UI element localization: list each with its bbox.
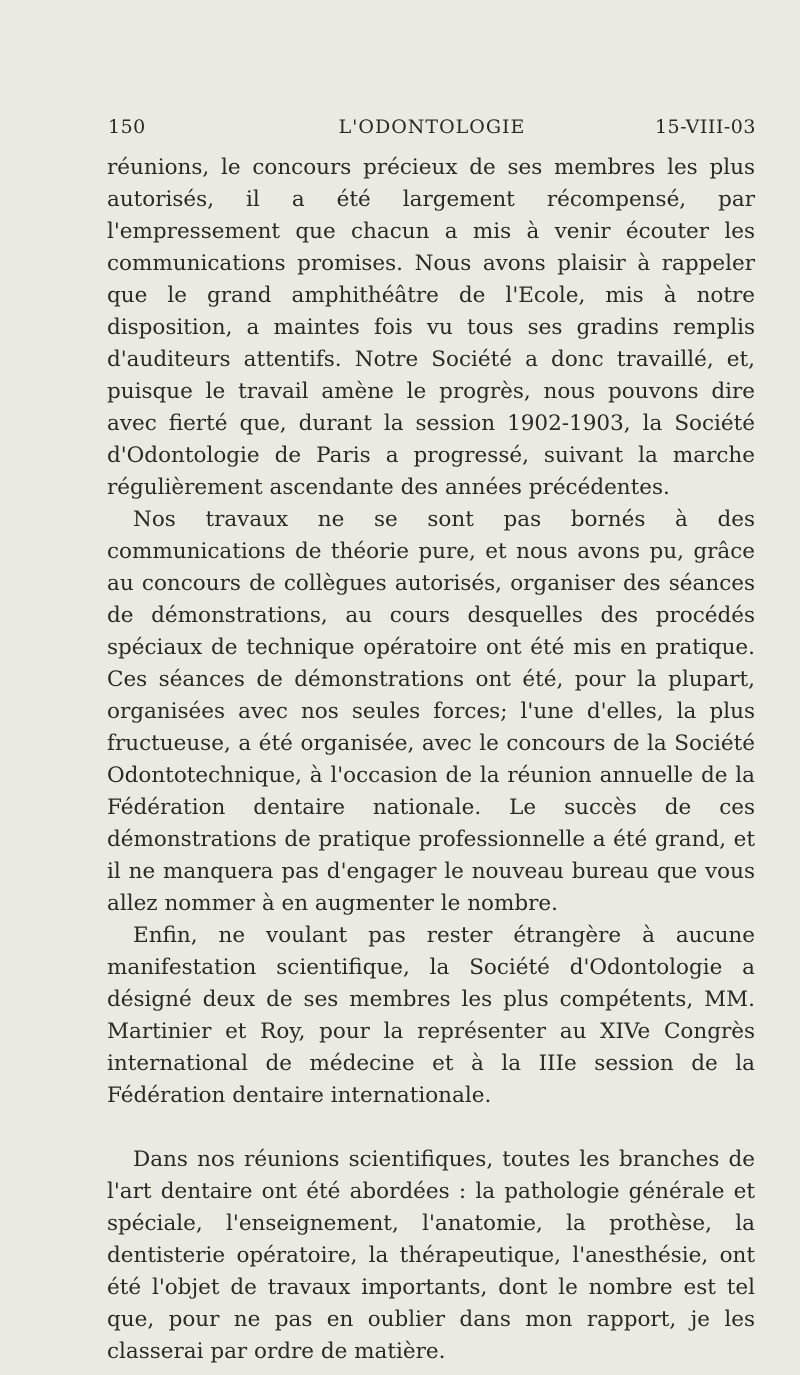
paragraph-2: Nos travaux ne se sont pas bornés à des communications de théorie pure, et nous avons pu, grâce au concours de collègues autorisés, organiser des séances de démonstrations, au cours desquelles des procédés spéciaux de technique opératoire ont été mis en pratique. Ces séances de démonstrations ont été, pour la plupart, organisées avec nos seules forces; l'une d'elles, la plus fructueuse, a été organisée, avec le concours de la Société Odontotechnique, à l'occasion de la réunion annuelle de la Fédération dentaire nationale. Le succès de ces démonstrations de pratique professionnelle a été grand, et il ne manquera pas d'engager le nouveau bureau que vous allez nommer à en augmenter le nombre. xyxy=(107,507,755,916)
running-header xyxy=(108,116,756,146)
running-title: L'ODONTOLOGIE xyxy=(338,116,526,138)
page-number: 150 xyxy=(108,116,146,138)
paragraph-4: Dans nos réunions scientifiques, toutes les branches de l'art dentaire ont été abordées : la pathologie générale et spéciale, l'enseignement, l'anatomie, la prothèse, la dentisterie opératoire, la thérapeutique, l'anesthésie, ont été l'objet de travaux importants, dont le nombre est tel que, pour ne pas en oublier dans mon rapport, je les classerai par ordre de matière. xyxy=(107,1147,755,1364)
paragraph-3: Enfin, ne voulant pas rester étrangère à aucune manifestation scientifique, la Société d'Odontologie a désigné deux de ses membres les plus compétents, MM. Martinier et Roy, pour la représenter au XIVe Congrès international de médecine et à la IIIe session de la Fédération dentaire internationale. xyxy=(107,923,755,1108)
paragraph-1: réunions, le concours précieux de ses membres les plus autorisés, il a été largement récompensé, par l'empressement que chacun a mis à venir écouter les communications promises. Nous avons plaisir à rappeler que le grand amphithéâtre de l'Ecole, mis à notre disposition, a maintes fois vu tous ses gradins remplis d'auditeurs attentifs. Notre Société a donc travaillé, et, puisque le travail amène le progrès, nous pouvons dire avec fierté que, durant la session 1902-1903, la Société d'Odontologie de Paris a progressé, suivant la marche régulièrement ascendante des années précédentes. xyxy=(107,155,755,500)
issue-date: 15-VIII-03 xyxy=(654,116,756,138)
body-text xyxy=(107,152,755,1368)
